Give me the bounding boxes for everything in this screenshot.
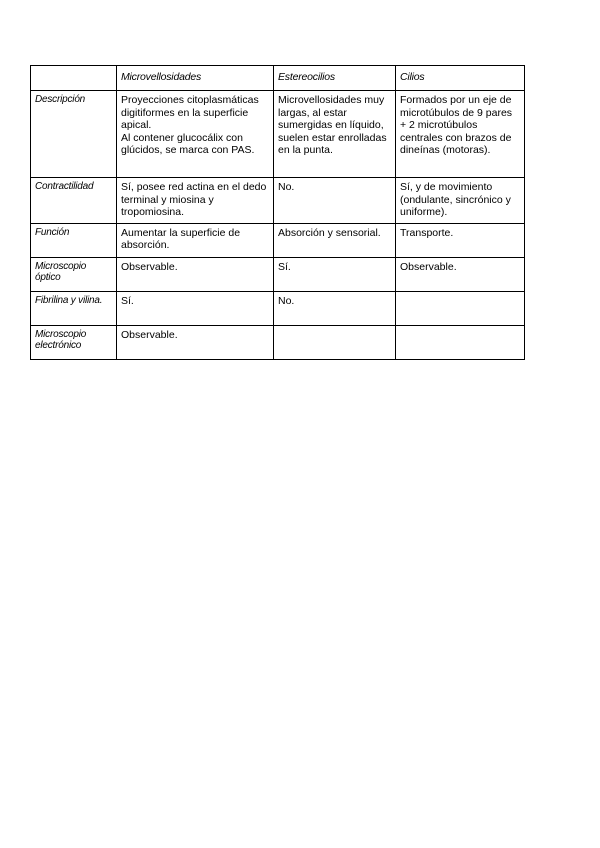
- row-label-fibrilina-vilina: Fibrilina y vilina.: [31, 291, 117, 325]
- table-cell: No.: [274, 291, 396, 325]
- row-label-microscopio-electronico: Microscopio electrónico: [31, 325, 117, 359]
- table-cell: Sí, y de movimiento (ondulante, sincrónico y uniforme).: [396, 178, 525, 224]
- table-row: [31, 291, 525, 325]
- table-cell: Sí, posee red actina en el dedo terminal y miosina y tropomiosina.: [117, 178, 274, 224]
- row-label-descripcion: Descripción: [31, 91, 117, 178]
- table-header-row: [31, 66, 525, 91]
- table-cell: Proyecciones citoplasmáticas digitiformes en la superficie apical. Al contener glucocálix con glúcidos, se marca con PAS.: [117, 91, 274, 178]
- table-cell: Transporte.: [396, 223, 525, 257]
- table-cell: Observable.: [117, 257, 274, 291]
- table-cell: Aumentar la superficie de absorción.: [117, 223, 274, 257]
- header-cell-empty: [31, 66, 117, 91]
- table-row: [31, 178, 525, 224]
- table-row: [31, 325, 525, 359]
- row-label-contractilidad: Contractilidad: [31, 178, 117, 224]
- table-cell: Sí.: [117, 291, 274, 325]
- header-cell-estereocilios: Estereocilios: [274, 66, 396, 91]
- row-label-microscopio-optico: Microscopio óptico: [31, 257, 117, 291]
- table-row: [31, 257, 525, 291]
- table-row: [31, 91, 525, 178]
- table-cell: Observable.: [396, 257, 525, 291]
- table-cell: Sí.: [274, 257, 396, 291]
- comparison-table: [30, 65, 525, 360]
- table-cell: [396, 291, 525, 325]
- table-cell: Absorción y sensorial.: [274, 223, 396, 257]
- table-row: [31, 223, 525, 257]
- table-cell: Formados por un eje de microtúbulos de 9 pares + 2 microtúbulos centrales con brazos de dineínas (motoras).: [396, 91, 525, 178]
- table-cell: [396, 325, 525, 359]
- header-cell-microvellosidades: Microvellosidades: [117, 66, 274, 91]
- table-cell: [274, 325, 396, 359]
- header-cell-cilios: Cilios: [396, 66, 525, 91]
- table-cell: No.: [274, 178, 396, 224]
- row-label-funcion: Función: [31, 223, 117, 257]
- table-cell: Microvellosidades muy largas, al estar sumergidas en líquido, suelen estar enrolladas en la punta.: [274, 91, 396, 178]
- table-cell: Observable.: [117, 325, 274, 359]
